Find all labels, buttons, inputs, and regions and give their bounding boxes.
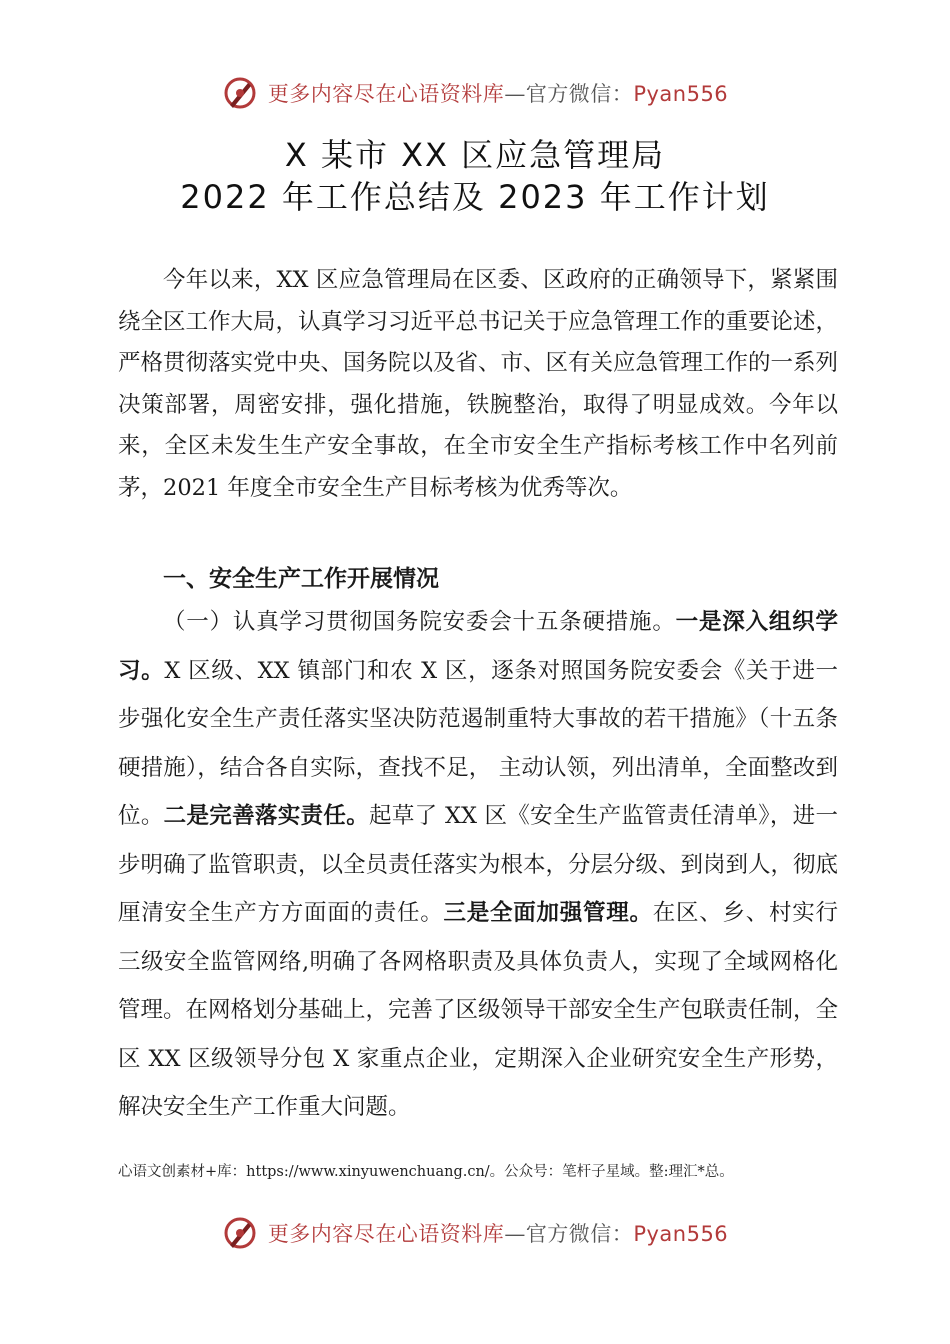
sub-heading: （一）认真学习贯彻国务院安委会十五条硬措施。 <box>163 609 676 635</box>
intro-paragraph: 今年以来，XX 区应急管理局在区委、区政府的正确领导下，紧紧围绕全区工作大局，认真学习习近平总书记关于应急管理工作的重要论述，严格贯彻落实党中央、国务院以及省、市、区有关应急管理工作的一系列决策部署，周密安排，强化措施，铁腕整治，取得了明显成效。今年以来，全区未发生生产安全事故，在全市安全生产指标考核工作中名列前茅，2021 年度全市安全生产目标考核为优秀等次。 <box>118 267 839 501</box>
section-paragraph <box>118 598 838 1132</box>
section-heading: 一、安全生产工作开展情况 <box>163 565 439 592</box>
watermark-banner-bottom <box>0 1208 950 1258</box>
document-title-line1: X 某市 XX 区应急管理局 <box>284 136 666 174</box>
document-title-line2: 2022 年工作总结及 2023 年工作计划 <box>180 178 770 216</box>
banner-text: 更多内容尽在心语资料库—官方微信：Pyan556 <box>267 1222 729 1246</box>
pen-logo-icon <box>222 75 258 111</box>
pen-logo-icon <box>222 1215 258 1251</box>
point-2-text: 起草了 XX 区《安全生产监管责任清单》，进一步明确了监管职责，以全员责任落实为根本，分层分级、到岗到人，彻底厘清安全生产方方面面的责任。 <box>118 803 839 926</box>
source-footer: 心语文创素材+库：https://www.xinyuwenchuang.cn/。公众号：笔杆子星域。整:理汇*总。 <box>118 1164 734 1180</box>
point-1-text: X 区级、XX 镇部门和农 X 区，逐条对照国务院安委会《关于进一步强化安全生产责任落实坚决防范遏制重特大事故的若干措施》（十五条硬措施），结合各自实际，查找不足， 主动认领，列出清单，全面整改到位。 <box>118 657 838 829</box>
point-3-text: 在区、乡、村实行三级安全监管网络,明确了各网格职责及具体负责人，实现了全域网格化管理。在网格划分基础上，完善了区级领导干部安全生产包联责任制，全区 XX 区级领导分包 X 家重点企业，定期深入企业研究安全生产形势，解决安全生产工作重大问题。 <box>118 900 839 1120</box>
banner-text: 更多内容尽在心语资料库—官方微信：Pyan556 <box>267 82 729 106</box>
watermark-banner-top <box>0 68 950 118</box>
point-2-title: 二是完善落实责任。 <box>163 803 370 829</box>
point-1-title: 一是深入组织学习。 <box>118 609 838 684</box>
point-3-title: 三是全面加强管理。 <box>443 900 653 926</box>
